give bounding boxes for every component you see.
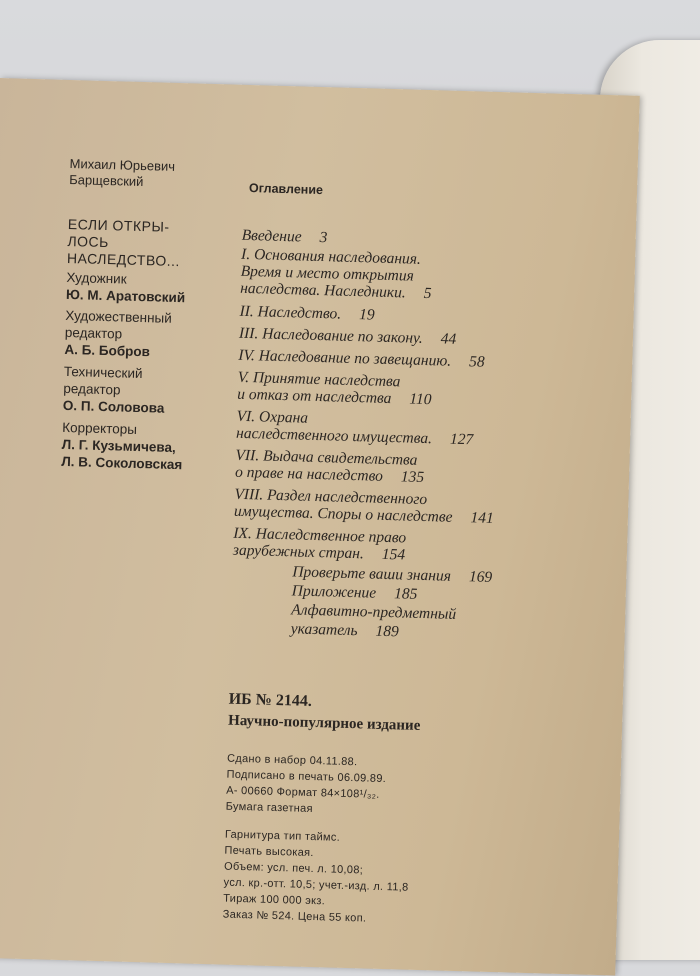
imprint-ib-number: ИБ № 2144.: [228, 690, 313, 710]
book-title-line1: ЕСЛИ ОТКРЫ-: [67, 215, 170, 235]
toc-entry: о праве на наследство 135: [234, 463, 425, 486]
toc-entry: наследственного имущества. 127: [235, 424, 474, 449]
toc-entry: Приложение 185: [291, 582, 418, 603]
credit-person-proofreader-2: Л. В. Соколовская: [61, 453, 183, 473]
toc-entry: наследства. Наследники. 5: [239, 279, 432, 303]
credit-person-proofreader-1: Л. Г. Кузьмичева,: [61, 436, 177, 456]
imprint-line: Объем: усл. печ. л. 10,08;: [223, 860, 364, 877]
imprint-line: А- 00660 Формат 84×108¹/₃₂.: [226, 784, 380, 801]
credit-person-tech-editor: О. П. Соловова: [62, 397, 165, 416]
toc-heading: Оглавление: [248, 180, 324, 198]
credit-role-tech-editor: Технический: [63, 363, 143, 382]
toc-entry: имущества. Споры о наследстве 141: [233, 502, 494, 527]
toc-entry: III. Наследование по закону. 44: [238, 324, 457, 348]
book-page: [0, 78, 640, 976]
toc-entry: Время и место открытия: [240, 262, 415, 285]
credit-role-artist: Художник: [66, 269, 127, 287]
credit-person-artist: Ю. М. Аратовский: [65, 286, 186, 306]
toc-entry: и отказ от наследства 110: [237, 385, 432, 409]
imprint-line: усл. кр.-отт. 10,5; учет.-изд. л. 11,8: [223, 876, 409, 894]
imprint-line: Гарнитура тип таймс.: [224, 828, 341, 844]
credit-role2-art-editor: редактор: [64, 324, 123, 342]
imprint-line: Бумага газетная: [225, 800, 313, 816]
toc-entry: IV. Наследование по завещанию. 58: [238, 346, 485, 371]
toc-entry: VI. Охрана: [236, 407, 309, 427]
imprint-line: Печать высокая.: [224, 844, 314, 860]
author-surname: Барщевский: [68, 171, 144, 190]
toc-entry: Алфавитно-предметный: [291, 601, 457, 623]
imprint-line: Заказ № 524. Цена 55 коп.: [222, 908, 367, 925]
book-title-line2: ЛОСЬ: [67, 232, 110, 251]
book-title-line3: НАСЛЕДСТВО...: [66, 249, 181, 270]
toc-entry: VIII. Раздел наследственного: [234, 485, 428, 509]
credit-role-proofreaders: Корректоры: [62, 419, 138, 437]
toc-entry: Проверьте ваши знания 169: [292, 563, 493, 586]
toc-entry: VII. Выдача свидетельства: [235, 446, 418, 469]
imprint-line: Подписано в печать 06.09.89.: [226, 768, 387, 786]
toc-entry: Введение 3: [241, 226, 328, 247]
credit-role2-tech-editor: редактор: [63, 380, 121, 398]
toc-entry: II. Наследство. 19: [239, 302, 375, 324]
imprint-line: Тираж 100 000 экз.: [223, 892, 326, 908]
toc-entry: V. Принятие наследства: [237, 368, 401, 391]
toc-entry: зарубежных стран. 154: [232, 541, 406, 564]
imprint-line: Сдано в набор 04.11.88.: [226, 752, 358, 769]
author-name: Михаил Юрьевич: [69, 155, 176, 174]
toc-entry: указатель 189: [290, 620, 399, 641]
credit-person-art-editor: А. Б. Бобров: [64, 341, 151, 360]
toc-entry: IX. Наследственное право: [233, 524, 407, 547]
imprint-edition: Научно-популярное издание: [227, 712, 421, 734]
credit-role-art-editor: Художественный: [65, 307, 172, 326]
toc-entry: I. Основания наследования.: [240, 245, 422, 268]
